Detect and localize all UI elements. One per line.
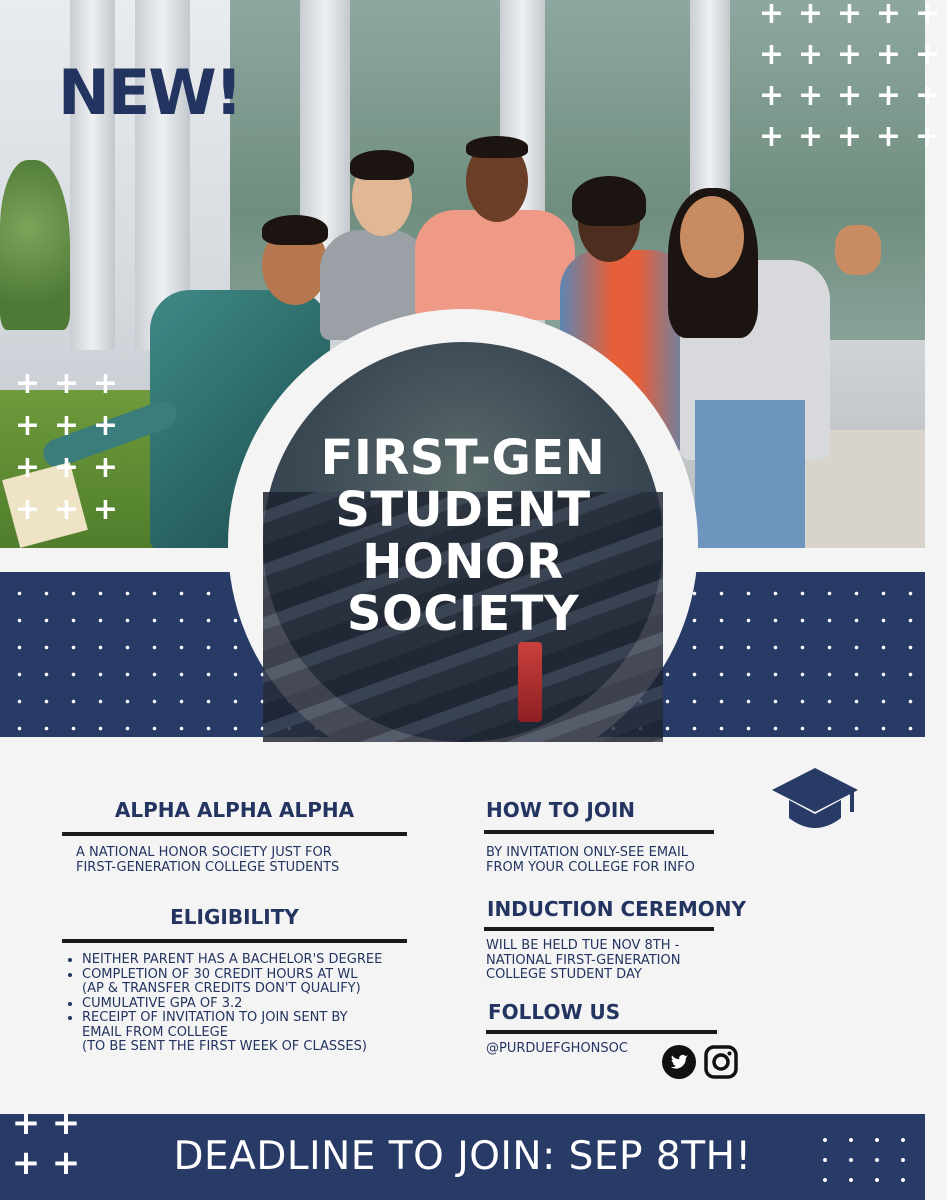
- society-title: FIRST-GEN STUDENT HONOR SOCIETY: [320, 430, 606, 642]
- plus-pattern-footer: + + + +: [11, 1103, 81, 1183]
- how-to-join-divider: [484, 830, 714, 834]
- eligibility-title: ELIGIBILITY: [170, 905, 299, 929]
- alpha-title: ALPHA ALPHA ALPHA: [114, 798, 355, 822]
- list-item: • CUMULATIVE GPA OF 3.2: [82, 997, 382, 1012]
- twitter-icon[interactable]: [662, 1045, 696, 1079]
- instagram-icon[interactable]: [704, 1045, 738, 1079]
- alpha-description: A NATIONAL HONOR SOCIETY JUST FOR FIRST-GENERATION COLLEGE STUDENTS: [76, 845, 340, 875]
- plus-pattern-left: + + + + + + + + + + + +: [14, 366, 119, 527]
- new-badge: NEW!: [58, 56, 241, 129]
- induction-text: WILL BE HELD TUE NOV 8TH - NATIONAL FIRST-GENERATION COLLEGE STUDENT DAY: [486, 938, 681, 982]
- eligibility-divider: [62, 939, 407, 943]
- list-item: • NEITHER PARENT HAS A BACHELOR'S DEGREE: [82, 953, 382, 968]
- how-to-join-title: HOW TO JOIN: [486, 798, 635, 822]
- list-item: • COMPLETION OF 30 CREDIT HOURS AT WL (AP & TRANSFER CREDITS DON'T QUALIFY): [82, 968, 382, 997]
- follow-us-title: FOLLOW US: [488, 1000, 621, 1024]
- deadline-text: DEADLINE TO JOIN: SEP 8TH!: [173, 1134, 752, 1179]
- social-handle[interactable]: @PURDUEFGHONSOC: [486, 1041, 628, 1056]
- graduation-cap-icon: [772, 766, 858, 836]
- induction-divider: [484, 927, 714, 931]
- eligibility-list: [66, 953, 382, 1055]
- alpha-divider: [62, 832, 407, 836]
- list-item: • RECEIPT OF INVITATION TO JOIN SENT BY EMAIL FROM COLLEGE (TO BE SENT THE FIRST WEEK OF CLASSES): [82, 1011, 382, 1055]
- plus-pattern-top-right: + + + + + + + + + + + + + + + + + + + +: [758, 0, 941, 154]
- induction-title: INDUCTION CEREMONY: [487, 897, 747, 921]
- how-to-join-text: BY INVITATION ONLY-SEE EMAIL FROM YOUR COLLEGE FOR INFO: [486, 845, 695, 875]
- follow-us-divider: [486, 1030, 717, 1034]
